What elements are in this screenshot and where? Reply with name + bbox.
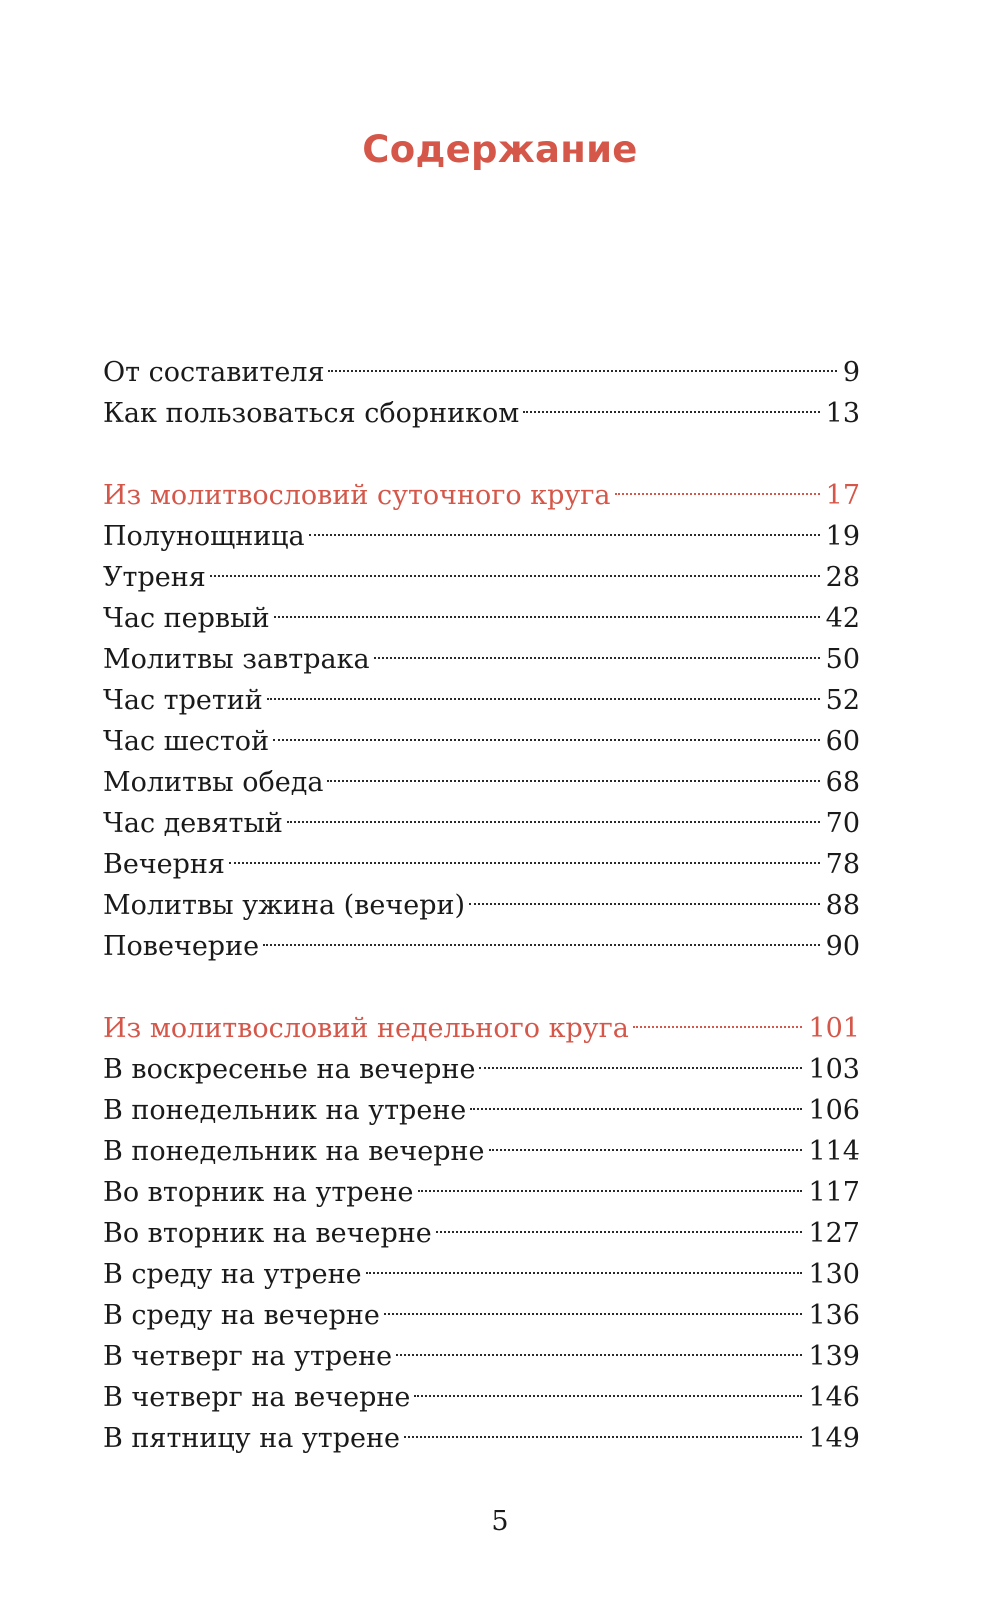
dot-leader (404, 1406, 803, 1447)
toc-entry-title: В четверг на утрене (103, 1341, 393, 1372)
toc-entry-title: Час первый (103, 603, 270, 634)
page-title: Содержание (362, 128, 638, 171)
dot-leader (489, 1119, 803, 1160)
dot-leader (366, 1242, 803, 1283)
toc-entry-page: 78 (825, 849, 860, 880)
dot-leader (328, 340, 836, 381)
toc-entry-title: Час третий (103, 685, 263, 716)
dot-leader (414, 1365, 802, 1406)
toc-entry-page: 88 (825, 890, 860, 921)
toc-entry-title: В пятницу на утрене (103, 1423, 400, 1454)
toc-entry-title: Во вторник на утрене (103, 1177, 414, 1208)
toc-entry-page: 52 (825, 685, 860, 716)
table-of-contents (103, 340, 860, 1454)
toc-entry[interactable] (103, 586, 860, 634)
toc-entry-page: 9 (842, 357, 860, 388)
toc-entry-title: Вечерня (103, 849, 225, 880)
toc-section-title: Из молитвословий суточного круга (103, 480, 611, 511)
toc-group-weekly (103, 996, 860, 1454)
toc-entry-page: 19 (825, 521, 860, 552)
dot-leader (267, 668, 820, 709)
dot-leader (384, 1283, 803, 1324)
toc-entry-page: 146 (808, 1382, 860, 1413)
toc-entry-title: Час девятый (103, 808, 283, 839)
toc-entry-title: Молитвы ужина (вечери) (103, 890, 466, 921)
toc-group-intro (103, 340, 860, 429)
dot-leader (309, 504, 820, 545)
toc-entry-title: Утреня (103, 562, 206, 593)
toc-entry-page: 114 (808, 1136, 860, 1167)
toc-entry-title: Молитвы завтрака (103, 644, 370, 675)
toc-entry-title: Как пользоваться сборником (103, 398, 520, 429)
dot-leader (287, 791, 820, 832)
toc-entry-page: 149 (808, 1423, 860, 1454)
toc-entry-page: 103 (808, 1054, 860, 1085)
toc-section-heading[interactable] (103, 463, 860, 511)
toc-entry-title: В среду на утрене (103, 1259, 362, 1290)
toc-entry-title: В воскресенье на вечерне (103, 1054, 476, 1085)
dot-leader (470, 1078, 802, 1119)
toc-entry-page: 28 (825, 562, 860, 593)
toc-entry-page: 106 (808, 1095, 860, 1126)
toc-entry-title: От составителя (103, 357, 325, 388)
toc-entry-page: 68 (825, 767, 860, 798)
toc-entry[interactable] (103, 545, 860, 593)
toc-entry-page: 127 (808, 1218, 860, 1249)
toc-entry-page: 50 (825, 644, 860, 675)
dot-leader (396, 1324, 802, 1365)
dot-leader (469, 873, 820, 914)
toc-entry-page: 70 (825, 808, 860, 839)
dot-leader (633, 996, 803, 1037)
toc-entry-page: 60 (825, 726, 860, 757)
toc-entry-title: В понедельник на вечерне (103, 1136, 485, 1167)
toc-section-page: 101 (808, 1013, 860, 1044)
dot-leader (327, 750, 819, 791)
toc-entry-title: В среду на вечерне (103, 1300, 380, 1331)
toc-entry-title: Час шестой (103, 726, 270, 757)
toc-entry-title: Повечерие (103, 931, 260, 962)
toc-entry-page: 13 (825, 398, 860, 429)
dot-leader (479, 1037, 802, 1078)
dot-leader (263, 914, 820, 955)
toc-entry-page: 130 (808, 1259, 860, 1290)
toc-entry-title: В понедельник на утрене (103, 1095, 467, 1126)
dot-leader (615, 463, 820, 504)
dot-leader (273, 709, 820, 750)
toc-entry-page: 139 (808, 1341, 860, 1372)
toc-section-title: Из молитвословий недельного круга (103, 1013, 629, 1044)
dot-leader (210, 545, 820, 586)
dot-leader (229, 832, 820, 873)
toc-entry-title: Молитвы обеда (103, 767, 324, 798)
toc-entry[interactable] (103, 340, 860, 388)
toc-entry-title: Во вторник на вечерне (103, 1218, 432, 1249)
dot-leader (274, 586, 820, 627)
dot-leader (374, 627, 820, 668)
dot-leader (523, 381, 819, 422)
toc-entry-page: 117 (808, 1177, 860, 1208)
toc-entry-title: В четверг на вечерне (103, 1382, 411, 1413)
toc-entry-page: 90 (825, 931, 860, 962)
toc-section-page: 17 (825, 480, 860, 511)
toc-entry-page: 136 (808, 1300, 860, 1331)
dot-leader (436, 1201, 803, 1242)
toc-section-heading[interactable] (103, 996, 860, 1044)
toc-entry-page: 42 (825, 603, 860, 634)
toc-entry-title: Полунощница (103, 521, 305, 552)
page-number: 5 (491, 1506, 509, 1537)
toc-group-daily (103, 463, 860, 962)
dot-leader (418, 1160, 803, 1201)
